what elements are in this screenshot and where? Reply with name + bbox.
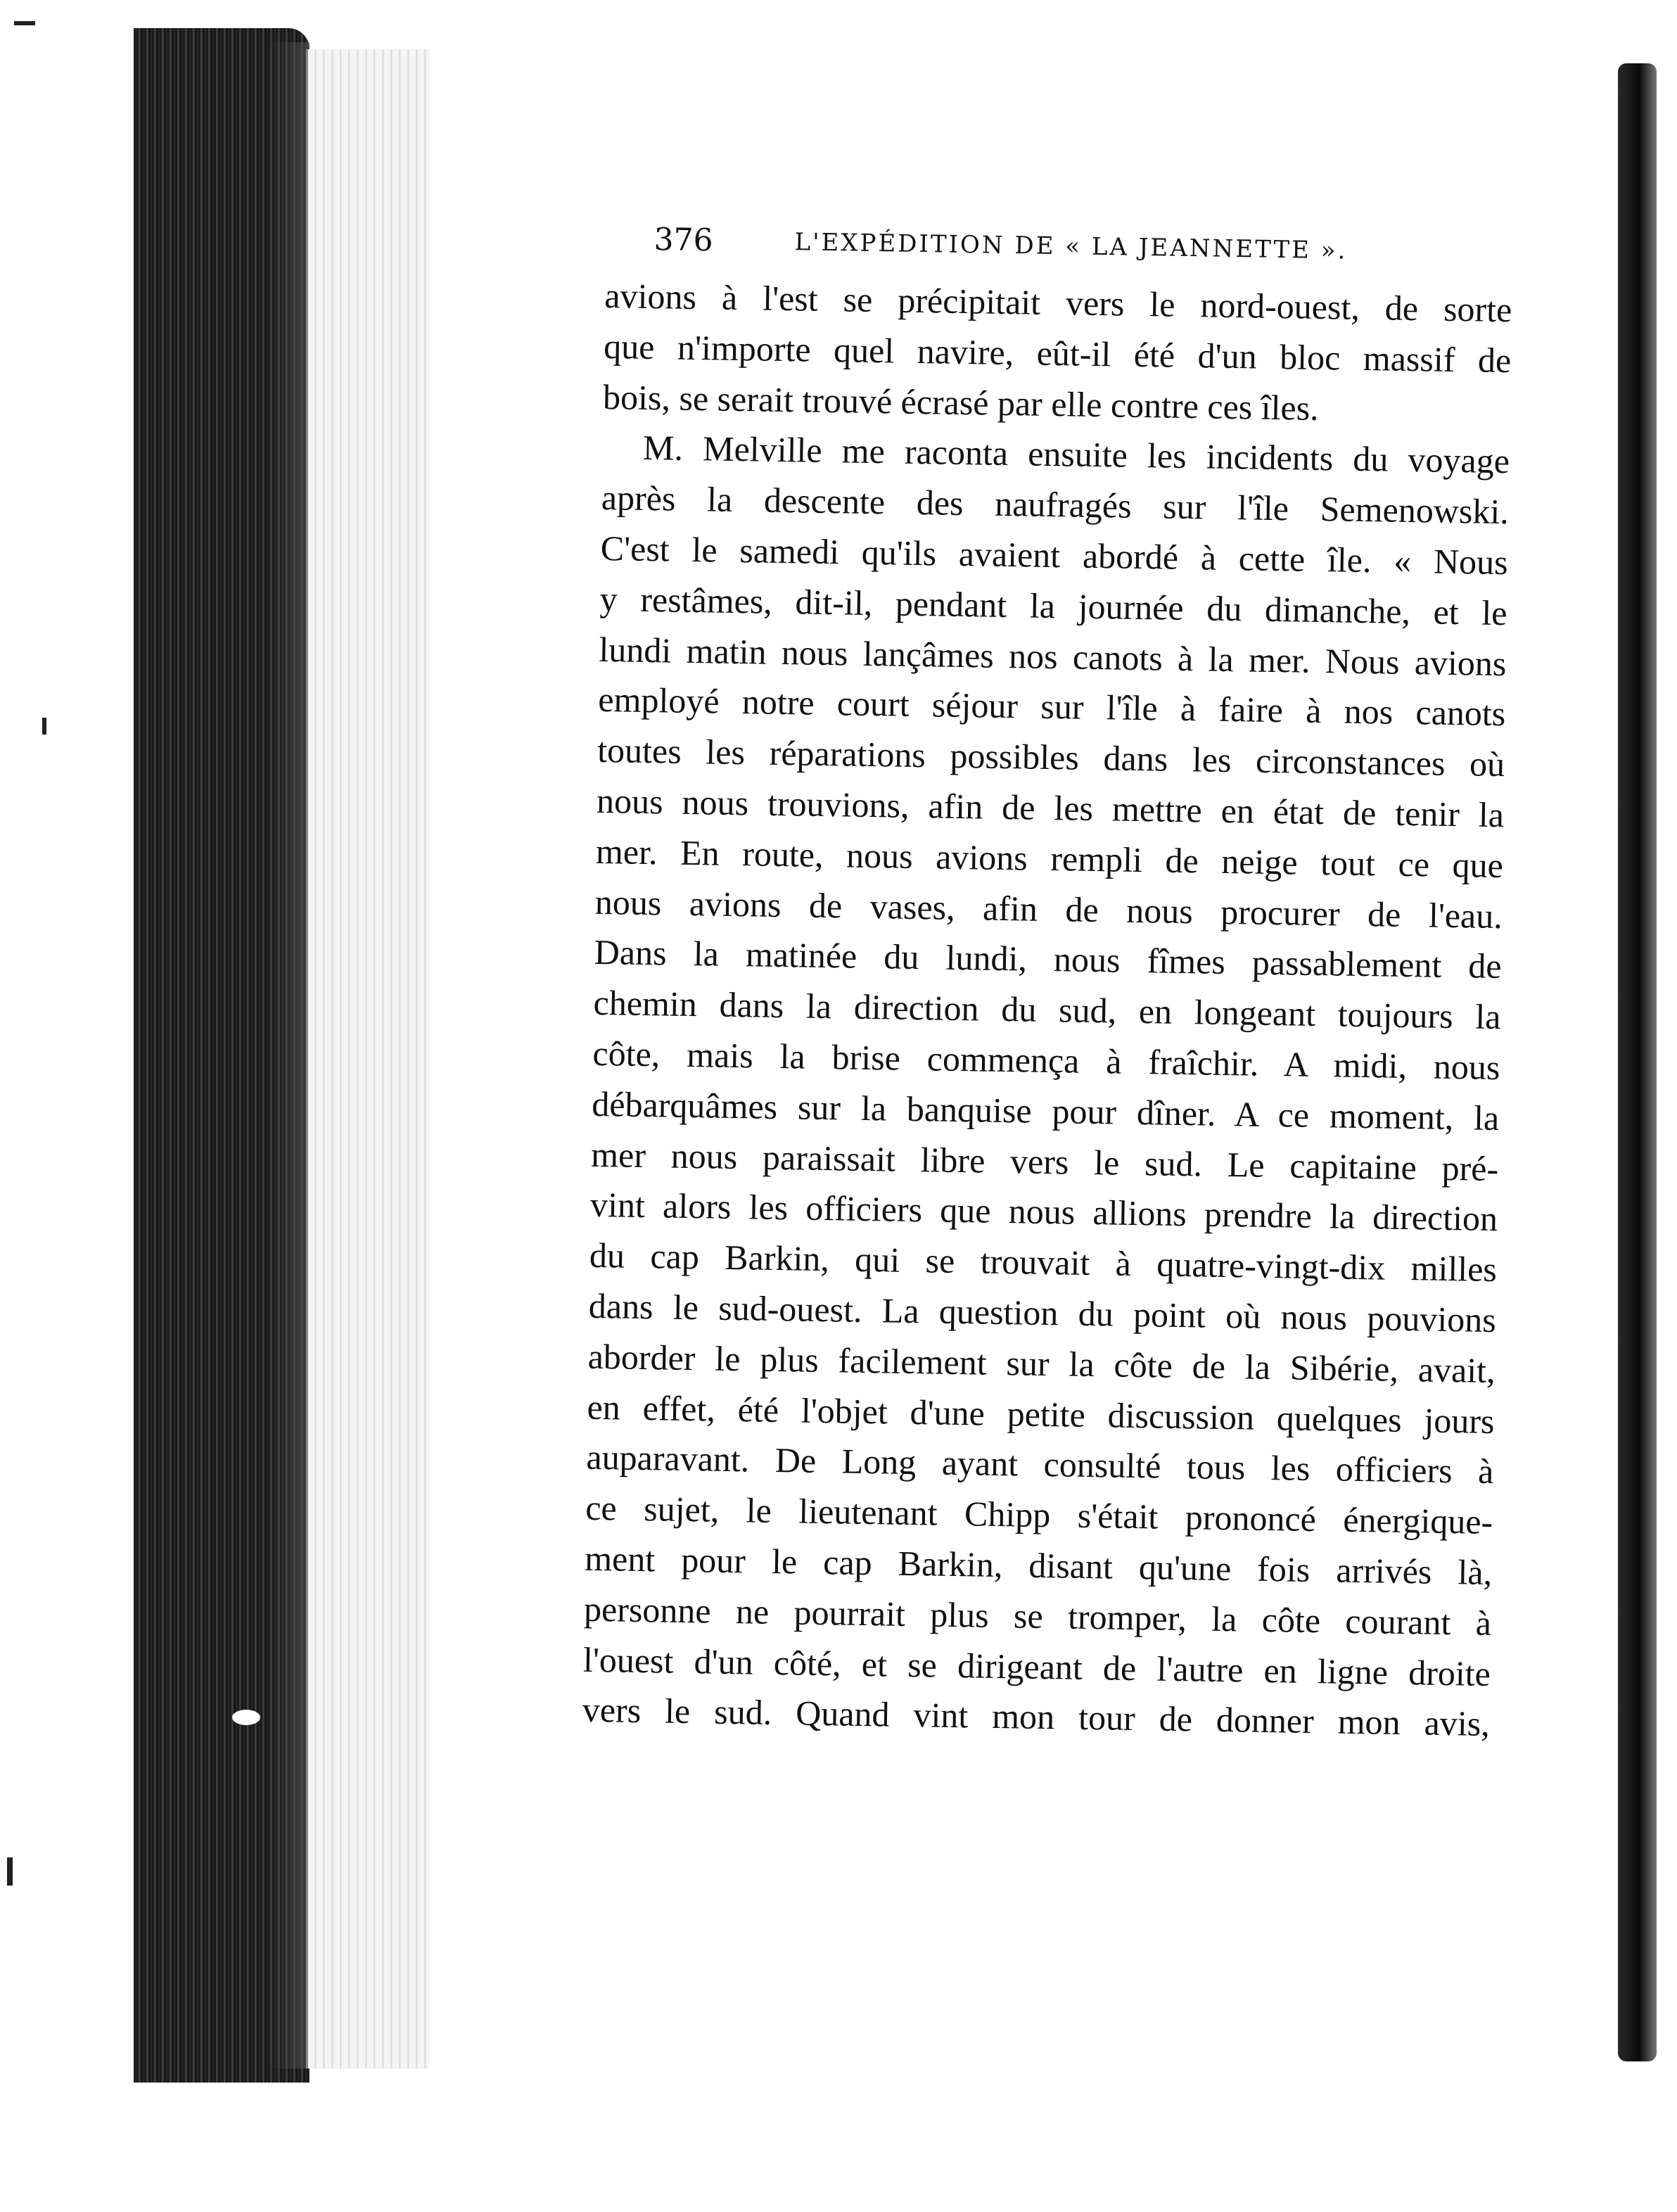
scan-speck — [91, 908, 120, 923]
text-line: mer. En route, nous avions rempli de neige tout ce que — [595, 831, 1504, 885]
text-line: y restâmes, dit-il, pendant la journée du dimanche, et le — [599, 578, 1507, 633]
text-line: aborder le plus facilement sur la côte de la Sibérie, avait, — [587, 1336, 1496, 1390]
right-page-edge — [1618, 63, 1657, 2061]
text-line: nous avions de vases, afin de nous procurer de l'eau. — [594, 882, 1503, 936]
text-line: lundi matin nous lançâmes nos canots à la mer. Nous avions — [599, 629, 1507, 683]
text-line: ce sujet, le lieutenant Chipp s'était prononcé énergique- — [585, 1487, 1493, 1542]
scan-mark — [42, 718, 46, 735]
scan-mark — [14, 21, 35, 25]
text-line: côte, mais la brise commença à fraîchir. A midi, nous — [592, 1033, 1500, 1088]
text-line: personne ne pourrait plus se tromper, la côte courant à — [583, 1589, 1492, 1643]
text-line: vers le sud. Quand vint mon tour de donner mon avis, — [582, 1690, 1491, 1744]
text-line: M. Melville me raconta ensuite les incidents du voyage — [642, 428, 1510, 481]
text-line: que n'importe quel navire, eût-il été d'un bloc massif de — [603, 326, 1512, 381]
text-line: dans le sud-ouest. La question du point où nous pouvions — [588, 1285, 1497, 1340]
running-title: L'EXPÉDITION DE « LA JEANNETTE ». — [794, 228, 1348, 265]
body-text — [582, 271, 1512, 1750]
text-line: toutes les réparations possibles dans les circonstances où — [597, 730, 1505, 784]
text-line: nous nous trouvions, afin de les mettre en état de tenir la — [596, 780, 1505, 835]
text-line: ment pour le cap Barkin, disant qu'une fois arrivés là, — [584, 1538, 1493, 1592]
text-line: débarquâmes sur la banquise pour dîner. A ce moment, la — [591, 1083, 1500, 1138]
page-number: 376 — [653, 222, 713, 259]
text-line: bois, se serait trouvé écrasé par elle contre ces îles. — [602, 376, 1320, 428]
book-edge-shadow — [267, 42, 310, 2068]
page-stack-edges — [306, 49, 431, 2068]
text-line: Dans la matinée du lundi, nous fîmes passablement de — [594, 932, 1503, 986]
scan-mark — [7, 1857, 13, 1886]
text-line: C'est le samedi qu'ils avaient abordé à cette île. « Nous — [600, 528, 1509, 583]
text-line: avions à l'est se précipitait vers le nord-ouest, de sorte — [604, 275, 1512, 330]
text-line: en effet, été l'objet d'une petite discussion quelques jours — [587, 1387, 1495, 1441]
text-line: mer nous paraissait libre vers le sud. Le capitaine pré- — [590, 1134, 1499, 1188]
text-line: vint alors les officiers que nous allions prendre la direction — [589, 1185, 1498, 1239]
text-line: auparavant. De Long ayant consulté tous les officiers à — [586, 1437, 1494, 1492]
text-line: après la descente des naufragés sur l'île Semenowski. — [601, 478, 1510, 532]
text-line: du cap Barkin, qui se trouvait à quatre-vingt-dix milles — [589, 1235, 1498, 1290]
text-line: chemin dans la direction du sud, en longeant toujours la — [593, 983, 1501, 1037]
text-line: l'ouest d'un côté, et se dirigeant de l'autre en ligne droite — [582, 1639, 1491, 1693]
text-line: employé notre court séjour sur l'île à faire à nos canots — [597, 680, 1506, 734]
scan-speck — [232, 1710, 260, 1725]
